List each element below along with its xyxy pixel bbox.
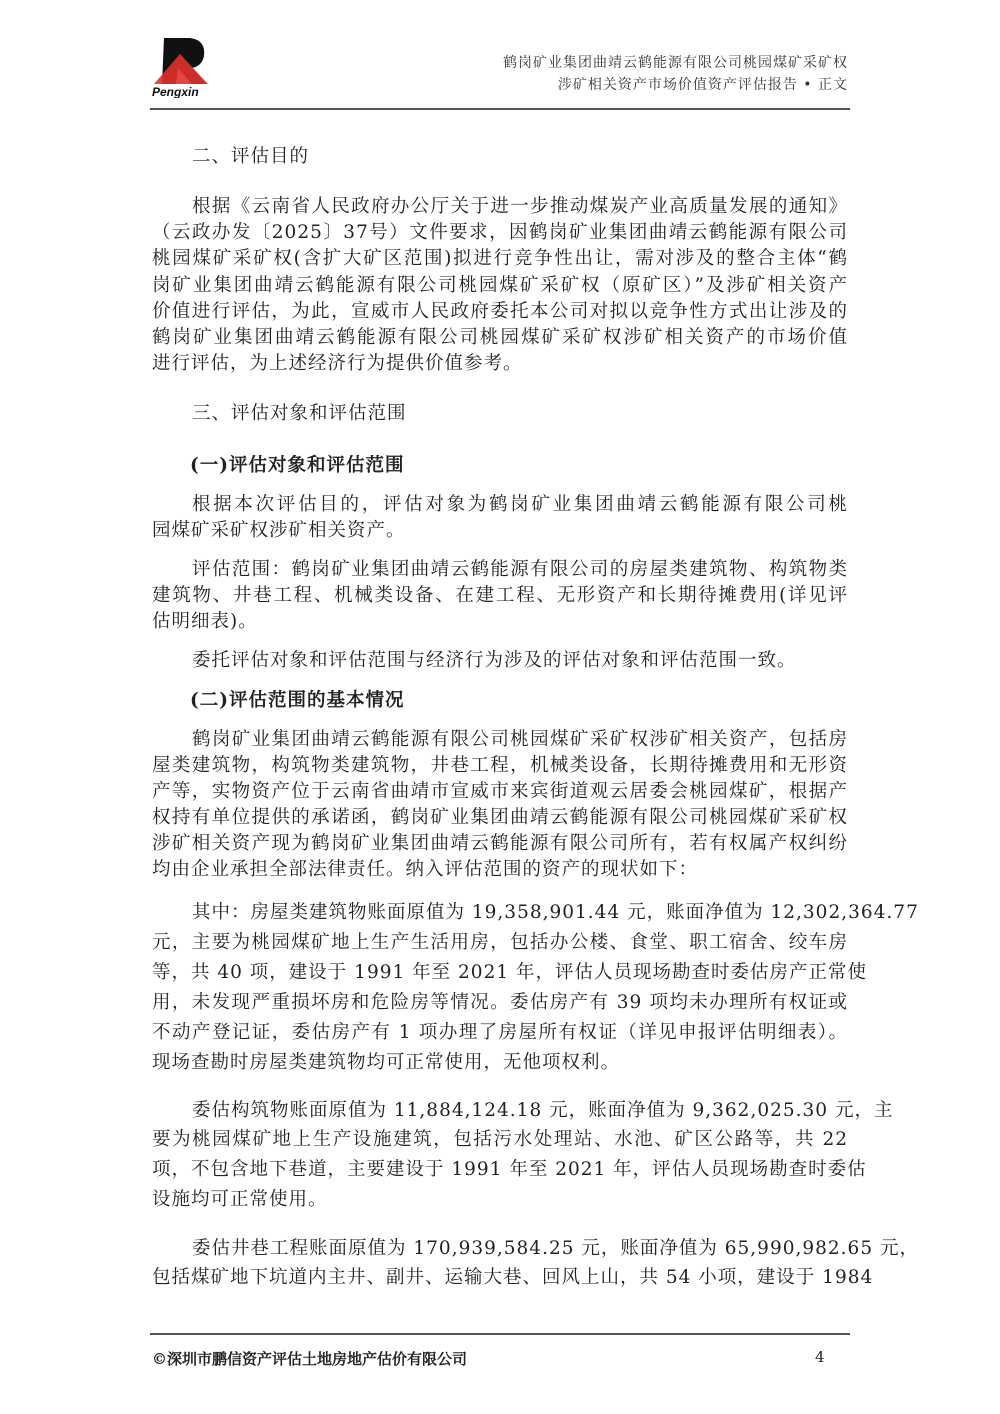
- paragraph-line: 园煤矿采矿权涉矿相关资产。: [152, 520, 406, 541]
- header-title-line2: 涉矿相关资产市场价值资产评估报告 • 正文: [557, 77, 848, 93]
- paragraph-line: 均由企业承担全部法律责任。纳入评估范围的资产的现状如下：: [152, 859, 699, 880]
- paragraph-line: 涉矿相关资产现为鹤岗矿业集团曲靖云鹤能源有限公司所有，若有权属产权纠纷: [152, 833, 848, 854]
- paragraph-line: 岗矿业集团曲靖云鹤能源有限公司桃园煤矿采矿权（原矿区）”及涉矿相关资产: [152, 275, 848, 296]
- paragraph-line: 产等，实物资产位于云南省曲靖市宣威市来宾街道观云居委会桃园煤矿，根据产: [152, 781, 848, 802]
- paragraph-line: 鹤岗矿业集团曲靖云鹤能源有限公司桃园煤矿采矿权涉矿相关资产的市场价值: [152, 327, 848, 348]
- paragraph-line: 用，未发现严重损坏房和危险房等情况。委估房产有 39 项均未办理所有权证或: [152, 992, 848, 1013]
- section-heading: 二、评估目的: [192, 146, 310, 167]
- paragraph-line: 要为桃园煤矿地上生产设施建筑，包括污水处理站、水池、矿区公路等，共 22: [152, 1129, 848, 1150]
- paragraph-line: 委托评估对象和评估范围与经济行为涉及的评估对象和评估范围一致。: [192, 650, 797, 671]
- logo-text: Pengxin: [152, 85, 199, 98]
- paragraph-line: 评估范围：鹤岗矿业集团曲靖云鹤能源有限公司的房屋类建筑物、构筑物类: [192, 559, 848, 580]
- page-number: 4: [815, 1348, 825, 1366]
- paragraph-line: 委估井巷工程账面原值为 170,939,584.25 元，账面净值为 65,990,982.65 元，: [192, 1238, 919, 1259]
- subsection-heading: (一)评估对象和评估范围: [190, 455, 405, 476]
- paragraph-line: 不动产登记证，委估房产有 1 项办理了房屋所有权证（详见申报评估明细表）。: [152, 1022, 848, 1043]
- paragraph-line: 委估构筑物账面原值为 11,884,124.18 元，账面净值为 9,362,025.30 元，主: [192, 1100, 894, 1121]
- paragraph-line: 权持有单位提供的承诺函，鹤岗矿业集团曲靖云鹤能源有限公司桃园煤矿采矿权: [152, 807, 848, 828]
- paragraph-line: 进行评估，为上述经济行为提供价值参考。: [152, 353, 523, 374]
- section-heading: 三、评估对象和评估范围: [192, 403, 407, 424]
- company-logo: [150, 36, 214, 98]
- paragraph-line: 等，共 40 项，建设于 1991 年至 2021 年，评估人员现场勘查时委估房产正常使: [152, 962, 867, 983]
- paragraph-line: 元，主要为桃园煤矿地上生产生活用房，包括办公楼、食堂、职工宿舍、绞车房: [152, 932, 848, 953]
- paragraph-line: 建筑物、井巷工程、机械类设备、在建工程、无形资产和长期待摊费用(详见评: [152, 585, 848, 606]
- paragraph-line: 价值进行评估，为此，宣威市人民政府委托本公司对拟以竞争性方式出让涉及的: [152, 301, 848, 322]
- paragraph-line: 桃园煤矿采矿权(含扩大矿区范围)拟进行竞争性出让，需对涉及的整合主体“鹤: [152, 248, 848, 269]
- paragraph-line: 现场查勘时房屋类建筑物均可正常使用，无他项权利。: [152, 1052, 621, 1073]
- header-divider: [150, 108, 850, 110]
- subsection-heading: (二)评估范围的基本情况: [190, 690, 405, 711]
- paragraph-line: 项，不包含地下巷道，主要建设于 1991 年至 2021 年，评估人员现场勘查时委估: [152, 1159, 867, 1180]
- paragraph-line: 设施均可正常使用。: [152, 1189, 328, 1210]
- paragraph-line: 鹤岗矿业集团曲靖云鹤能源有限公司桃园煤矿采矿权涉矿相关资产，包括房: [192, 729, 848, 750]
- paragraph-line: 包括煤矿地下坑道内主井、副井、运输大巷、回风上山，共 54 小项，建设于 1984: [152, 1267, 874, 1288]
- paragraph-line: 根据《云南省人民政府办公厅关于进一步推动煤炭产业高质量发展的通知》: [192, 196, 848, 217]
- footer-divider: [150, 1333, 850, 1335]
- paragraph-line: 估明细表)。: [152, 611, 258, 632]
- footer-company: ©深圳市鹏信资产评估土地房地产估价有限公司: [152, 1350, 468, 1368]
- paragraph-line: 屋类建筑物，构筑物类建筑物，井巷工程，机械类设备，长期待摊费用和无形资: [152, 755, 848, 776]
- paragraph-line: 根据本次评估目的，评估对象为鹤岗矿业集团曲靖云鹤能源有限公司桃: [192, 494, 848, 515]
- paragraph-line: 其中：房屋类建筑物账面原值为 19,358,901.44 元，账面净值为 12,302,364.77: [192, 902, 919, 923]
- header-title-line1: 鹤岗矿业集团曲靖云鹤能源有限公司桃园煤矿采矿权: [503, 55, 848, 71]
- paragraph-line: （云政办发〔2025〕37号）文件要求，因鹤岗矿业集团曲靖云鹤能源有限公司: [152, 222, 848, 243]
- running-header: [503, 52, 848, 96]
